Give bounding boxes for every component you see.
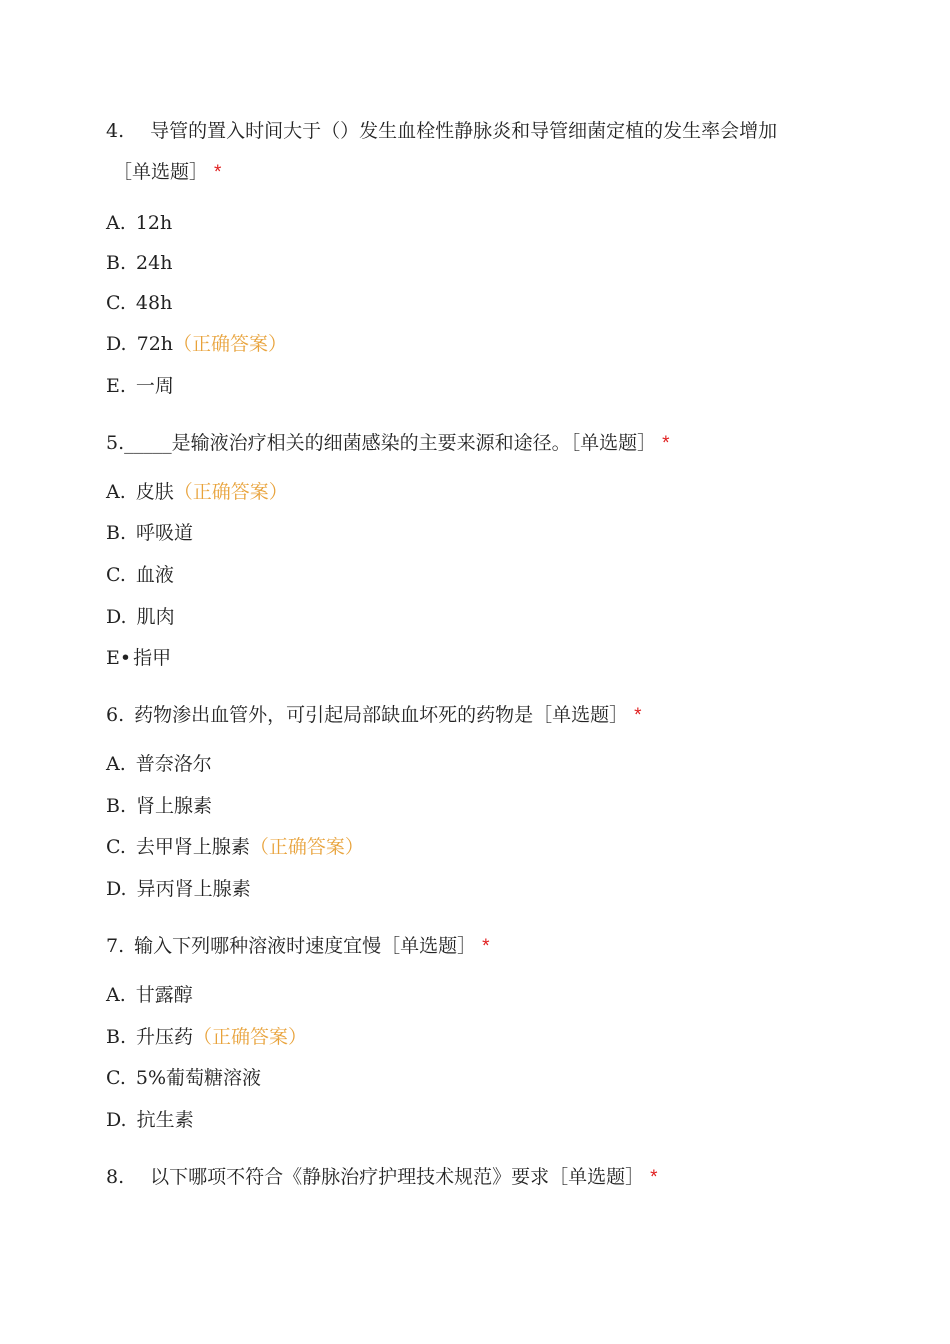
option-letter: D. [106, 333, 127, 355]
question-text: _____是输液治疗相关的细菌感染的主要来源和途径。 [124, 432, 571, 454]
question-7-option-d [106, 1108, 194, 1132]
required-marker: * [482, 936, 490, 957]
question-7-option-a [106, 983, 193, 1007]
option-letter: A. [106, 212, 126, 234]
question-type: ［单选题］ [533, 704, 629, 726]
option-letter: A. [106, 984, 126, 1006]
option-letter: E. [106, 375, 126, 397]
option-letter: D. [106, 1109, 127, 1131]
option-letter: A. [106, 753, 126, 775]
required-marker: * [214, 162, 222, 183]
question-4-option-e [106, 374, 174, 398]
option-text: 5%葡萄糖溶液 [135, 1067, 262, 1089]
option-letter: B. [106, 1026, 127, 1048]
option-letter: C. [106, 836, 126, 858]
question-4-option-a [106, 211, 172, 235]
question-4-option-c [106, 291, 172, 315]
question-6-stem [106, 703, 642, 728]
question-7-option-b [106, 1025, 307, 1049]
option-text: 去甲肾上腺素 [135, 836, 250, 858]
question-text: 药物渗出血管外，可引起局部缺血坏死的药物是 [134, 704, 534, 726]
option-text: 升压药 [136, 1026, 194, 1048]
question-type: ［单选题］ [381, 935, 477, 957]
correct-answer-label: （正确答案） [173, 333, 288, 355]
question-type: ［单选题］ [549, 1166, 645, 1188]
option-text: 48h [135, 292, 173, 314]
option-letter: C. [106, 292, 126, 314]
option-text: 甘露醇 [135, 984, 193, 1006]
question-7-stem [106, 934, 490, 959]
option-letter: B. [106, 795, 127, 817]
question-6-option-c [106, 835, 364, 859]
option-text: 抗生素 [136, 1109, 194, 1131]
option-text: 皮肤 [135, 481, 174, 503]
option-text: 24h [136, 252, 173, 274]
question-5-option-a [106, 480, 288, 504]
option-letter: E• [106, 647, 132, 669]
question-type: ［单选题］ [113, 161, 209, 183]
question-number: 6. [106, 704, 125, 726]
option-text: 指甲 [133, 647, 172, 669]
question-text: 导管的置入时间大于（）发生血栓性静脉炎和导管细菌定植的发生率会增加 [150, 120, 778, 142]
required-marker: * [650, 1167, 658, 1188]
question-4-option-b [106, 251, 172, 275]
option-text: 呼吸道 [136, 522, 194, 544]
option-text: 血液 [135, 564, 174, 586]
option-letter: B. [106, 522, 127, 544]
question-type: ［单选题］ [570, 432, 657, 454]
question-number: 4. [106, 120, 125, 142]
question-6-option-b [106, 794, 212, 818]
question-text: 以下哪项不符合《静脉治疗护理技术规范》要求 [150, 1166, 550, 1188]
question-number: 8. [106, 1166, 125, 1188]
question-7-option-c [106, 1066, 261, 1090]
option-text: 异丙肾上腺素 [136, 878, 251, 900]
question-number: 7. [106, 935, 125, 957]
option-letter: D. [106, 606, 127, 628]
question-5-option-d [106, 605, 175, 629]
option-letter: D. [106, 878, 127, 900]
question-text: 输入下列哪种溶液时速度宜慢 [134, 935, 382, 957]
correct-answer-label: （正确答案） [193, 1026, 308, 1048]
option-text: 普奈洛尔 [135, 753, 212, 775]
question-4-type-line [113, 160, 221, 185]
question-number: 5. [106, 432, 125, 454]
required-marker: * [634, 705, 642, 726]
option-text: 一周 [135, 375, 174, 397]
question-5-option-e [106, 646, 171, 670]
option-letter: C. [106, 564, 126, 586]
question-6-option-a [106, 752, 212, 776]
option-text: 肌肉 [136, 606, 175, 628]
question-8-stem [106, 1165, 658, 1190]
question-5-option-b [106, 521, 193, 545]
option-text: 12h [135, 212, 173, 234]
correct-answer-label: （正确答案） [173, 481, 288, 503]
question-5-stem [106, 431, 670, 456]
option-letter: C. [106, 1067, 126, 1089]
option-text: 72h [136, 333, 174, 355]
option-letter: A. [106, 481, 126, 503]
required-marker: * [662, 433, 670, 454]
question-6-option-d [106, 877, 251, 901]
option-letter: B. [106, 252, 127, 274]
option-text: 肾上腺素 [136, 795, 213, 817]
question-5-option-c [106, 563, 174, 587]
question-4-option-d [106, 332, 287, 356]
question-4-stem [106, 119, 777, 143]
correct-answer-label: （正确答案） [249, 836, 364, 858]
